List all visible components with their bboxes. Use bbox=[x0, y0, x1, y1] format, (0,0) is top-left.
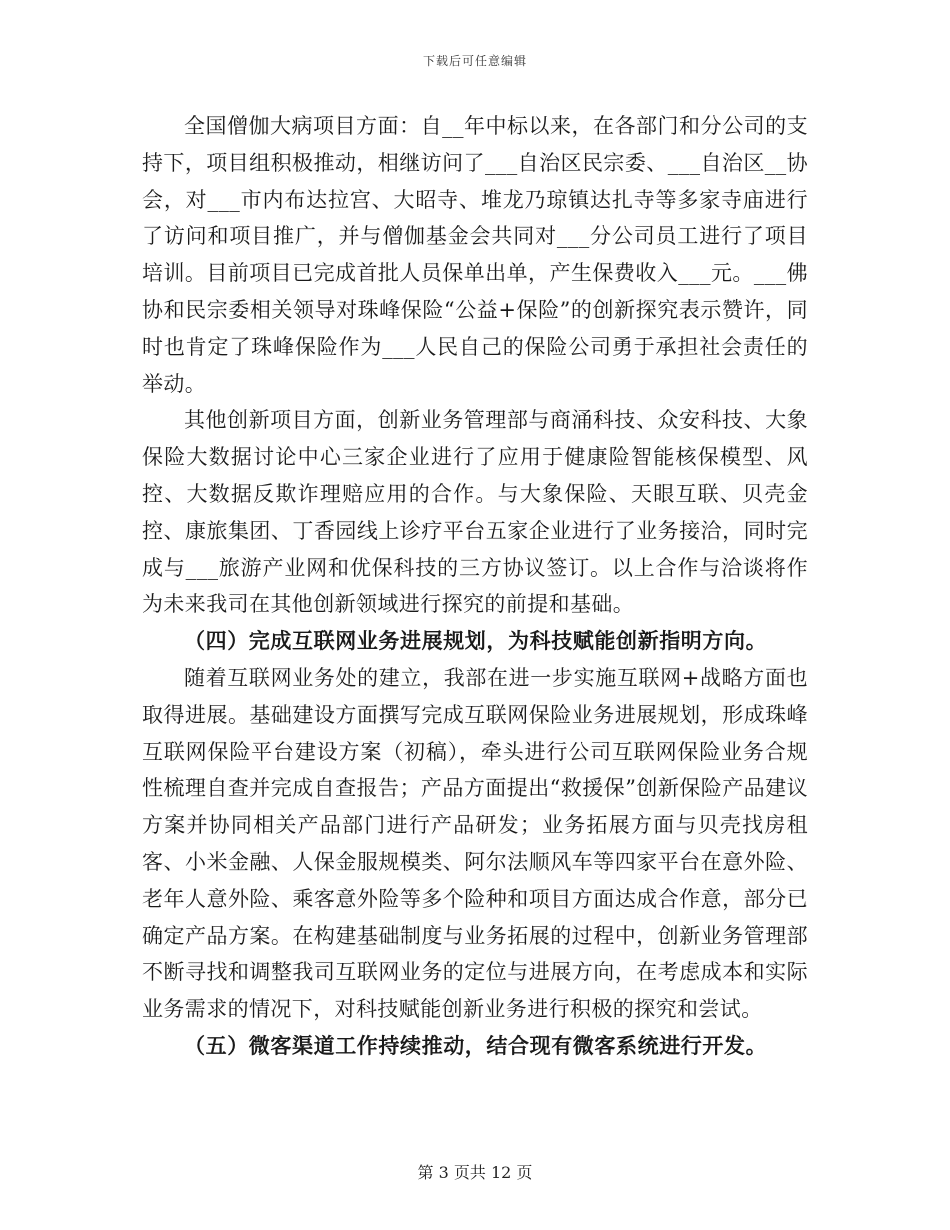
page-header: 下载后可任意编辑 bbox=[422, 54, 527, 68]
paragraph-other-innovation: 其他创新项目方面，创新业务管理部与商涌科技、众安科技、大象保险大数据讨论中心三家企业进行了应用于健康险智能核保模型、风控、大数据反欺诈理赔应用的合作。与大象保险、天眼互联、贝壳金控、康旅集团、丁香园线上诊疗平台五家企业进行了业务接洽，同时完成与___旅游产业网和优保科技的三方协议签订。以上合作与洽谈将作为未来我司在其他创新领域进行探究的前提和基础。 bbox=[142, 408, 808, 617]
page-number-footer: 第 3 页共 12 页 bbox=[417, 1163, 533, 1182]
document-body bbox=[142, 108, 808, 1065]
section-heading-4: （四）完成互联网业务进展规划，为科技赋能创新指明方向。 bbox=[184, 628, 768, 654]
paragraph-internet-business: 随着互联网业务处的建立，我部在进一步实施互联网+战略方面也取得进展。基础建设方面撰写完成互联网保险业务进展规划，形成珠峰互联网保险平台建设方案（初稿），牵头进行公司互联网保险业务合规性梳理自查并完成自查报告；产品方面提出“救援保”创新保险产品建议方案并协同相关产品部门进行产品研发；业务拓展方面与贝壳找房租客、小米金融、人保金服规模类、阿尔法顺风车等四家平台在意外险、老年人意外险、乘客意外险等多个险种和项目方面达成合作意，部分已确定产品方案。在构建基础制度与业务拓展的过程中，创新业务管理部不断寻找和调整我司互联网业务的定位与进展方向，在考虑成本和实际业务需求的情况下，对科技赋能创新业务进行积极的探究和尝试。 bbox=[142, 665, 808, 1022]
section-heading-5: （五）微客渠道工作持续推动，结合现有微客系统进行开发。 bbox=[184, 1032, 768, 1058]
paragraph-sangha-project: 全国僧伽大病项目方面：自__年中标以来，在各部门和分公司的支持下，项目组积极推动，相继访问了___自治区民宗委、___自治区__协会，对___市内布达拉宫、大昭寺、堆龙乃琼镇达扎寺等多家寺庙进行了访问和项目推广，并与僧伽基金会共同对___分公司员工进行了项目培训。目前项目已完成首批人员保单出单，产生保费收入___元。___佛协和民宗委相关领导对珠峰保险“公益+保险”的创新探究表示赞许，同时也肯定了珠峰保险作为___人民自己的保险公司勇于承担社会责任的举动。 bbox=[142, 114, 808, 396]
